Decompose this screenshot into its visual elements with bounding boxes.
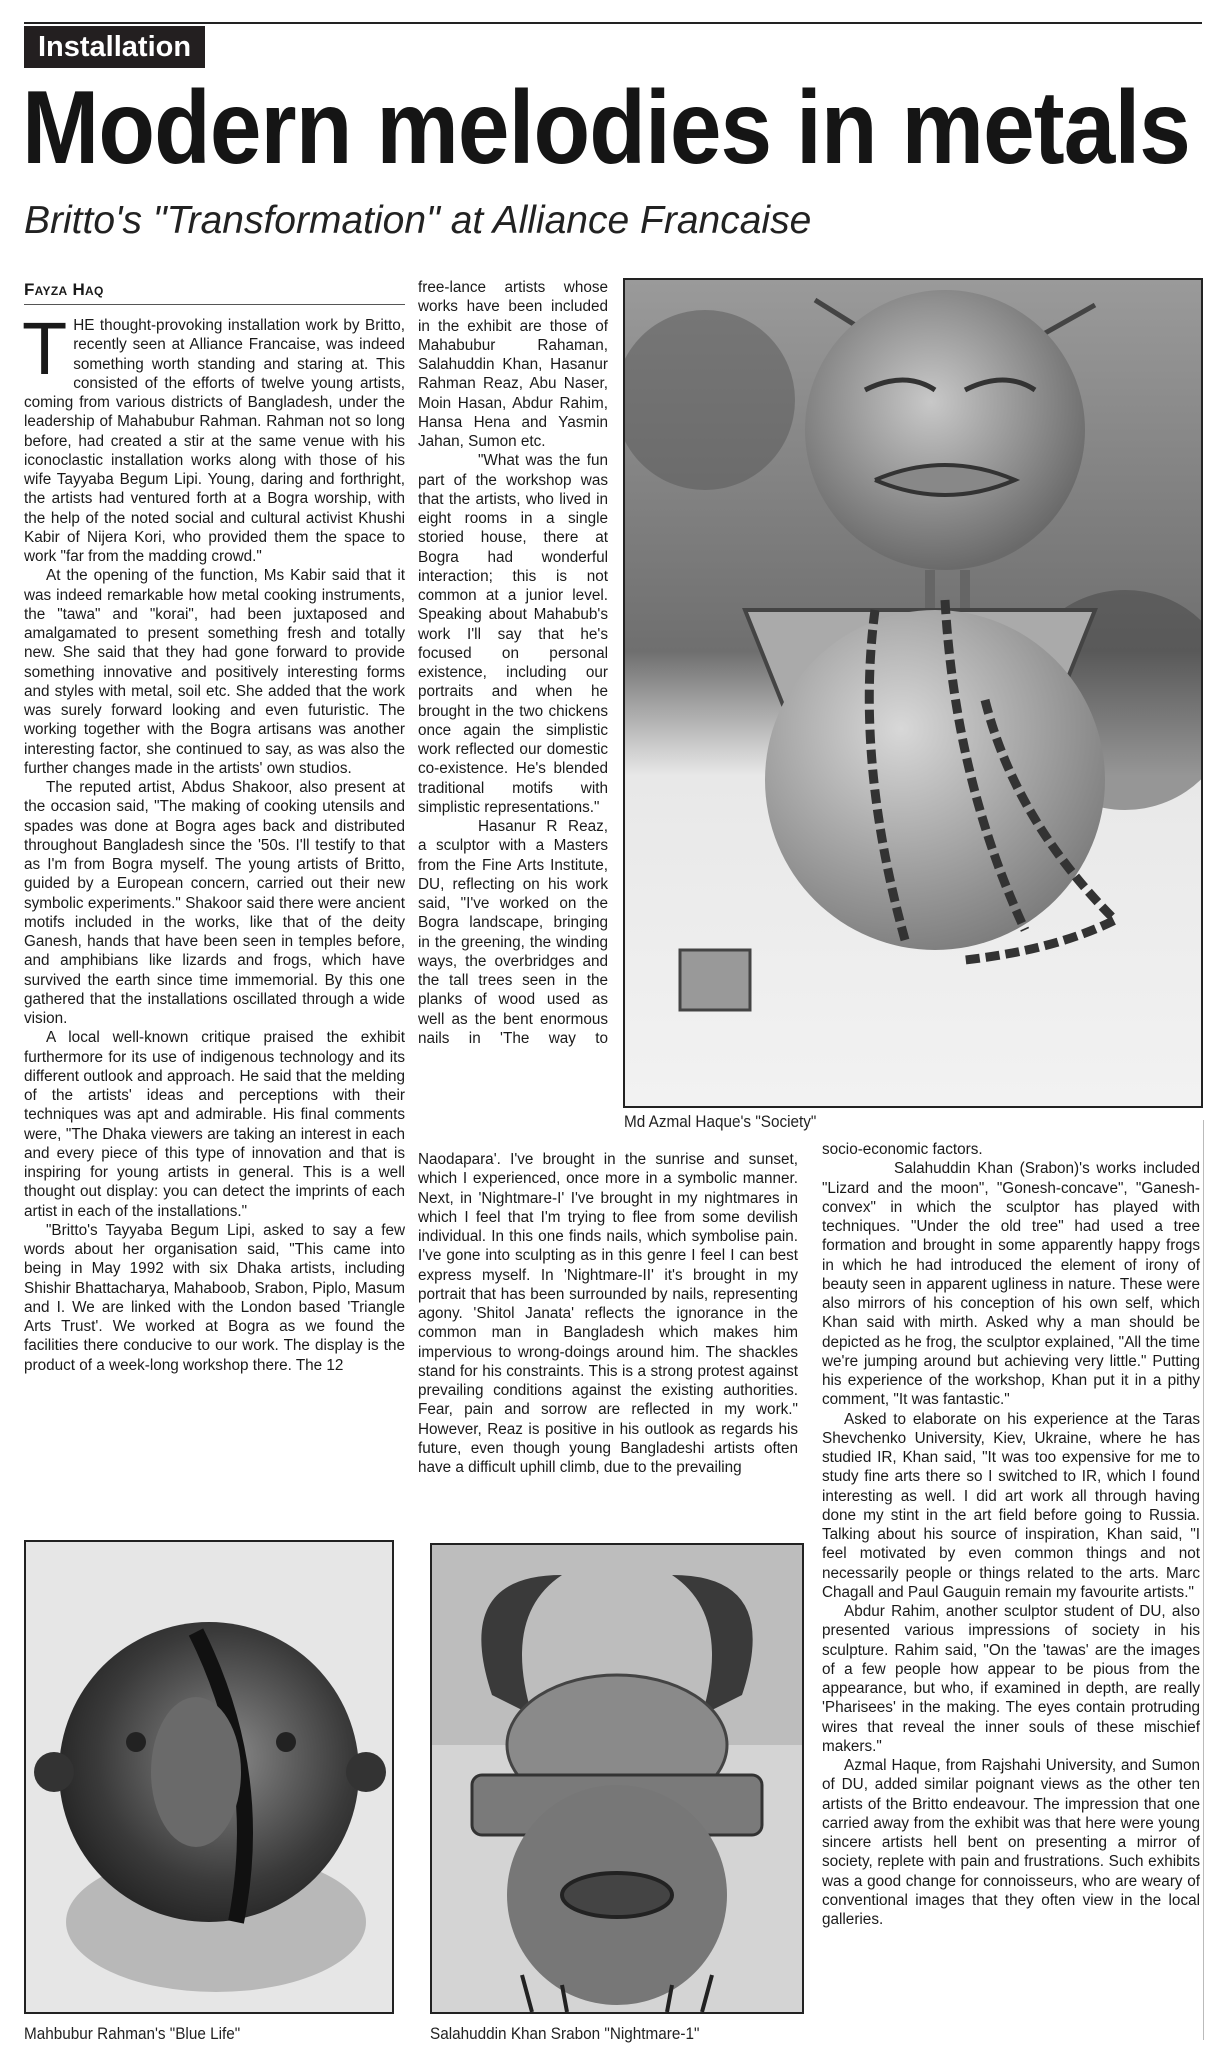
photo-caption-blue-life: Mahbubur Rahman's "Blue Life" (24, 2024, 241, 2043)
paragraph: Hasanur R Reaz, a sculptor with a Masters from the Fine Arts Institute, DU, reflecting on his work said, "I've worked on the Bogra landscape, bringing in the greening, the winding ways, the overbridges and the tall trees seen in the planks of wood used as well as the bent enormous nails in 'The way to (418, 818, 608, 1047)
paragraph: free-lance artists whose works have been included in the exhibit are those of Mahabubur Rahaman, Salahuddin Khan, Hasanur Rahman Reaz, Abu Naser, Moin Hasan, Abdur Rahim, Hansa Hena and Yasmin Jahan, Sumon etc. (418, 279, 608, 450)
paragraph: Salahuddin Khan (Srabon)'s works included "Lizard and the moon", "Gonesh-concave", "Ganesh-convex" in which the sculptor has played with techniques. "Under the old tree" had used a tree formation and brought in some apparently happy frogs in which he had introduced the element of irony of beauty seen in apparent ugliness in nature. These were also mirrors of his conception of his own self, which Khan said with mirth. Asked why a man should be depicted as he frog, the sculptor explained, "All the time we're jumping around but achieving very little." Putting his experience of the workshop, Khan put it in a pithy comment, "It was fantastic." (822, 1160, 1200, 1409)
top-rule (24, 22, 1202, 24)
paragraph: Abdur Rahim, another sculptor student of DU, also presented various impressions of society in his sculpture. Rahim said, "On the 'tawas' are the images of a few people how appear to be pious from the appearance, but who, if examined in depth, are really 'Pharisees' in the making. The eyes contain protruding wires that reveal the inner souls of these mischief makers." (822, 1603, 1200, 1755)
paragraph: The reputed artist, Abdus Shakoor, also present at the occasion said, "The making of cooking utensils and spades was done at Bogra ages back and distributed throughout Bangladesh since the '50s. I'll testify to that as I'm from Bogra myself. The young artists of Britto, guided by a European concern, carried out their new symbolic experiments." Shakoor said there were ancient motifs included in the works, like that of the deity Ganesh, hands that have been seen in temples before, and amphibians like lizards and frogs, which have survived the earth since time immemorial. By this one gathered that the installations oscillated through a wide vision. (24, 779, 405, 1027)
article-column-2-wide (418, 1150, 798, 1477)
paragraph: "Britto's Tayyaba Begum Lipi, asked to say a few words about her organisation said, "This came into being in May 1992 with six Dhaka artists, including Shishir Bhattacharya, Mahaboob, Srabon, Piplo, Masum and I. We are linked with the London based 'Triangle Arts Trust'. We worked at Bogra as we found the facilities there conducive to our work. The display is the product of a week-long workshop there. The 12 (24, 1221, 405, 1374)
sculpture-society-image (625, 280, 1201, 1106)
sculpture-nightmare-image (432, 1545, 802, 2012)
headline: Modern melodies in metals (22, 70, 1190, 186)
page-edge-rule (1203, 1120, 1204, 2040)
subtitle: Britto's "Transformation" at Alliance Francaise (24, 199, 812, 242)
drop-cap: T (22, 307, 68, 390)
photo-caption-society: Md Azmal Haque's "Society" (624, 1112, 817, 1131)
article-column-3 (822, 1140, 1200, 1929)
paragraph: Azmal Haque, from Rajshahi University, and Sumon of DU, added similar poignant views as the other ten artists of the Britto endeavour. The impression that one carried away from the exhibit was that here were young sincere artists hell bent on presenting a mirror of society, replete with pain and frustrations. Such exhibits was a good change for connoisseurs, who are weary of conventional images that they often view in the local galleries. (822, 1757, 1200, 1928)
article-column-1 (22, 307, 405, 1375)
paragraph-text: HE thought-provoking installation work by Britto, recently seen at Alliance Francaise, was indeed something worth standing and staring at. This consisted of the efforts of twelve young artists, coming from various districts of Bangladesh, under the leadership of Mahabubur Rahman. Rahman not so long before, had created a stir at the same venue with his iconoclastic installation works along with those of his wife Tayyaba Begum Lipi. Young, daring and forthright, the artists had ventured forth at a Bogra worship, with the help of the noted social and cultural activist Khushi Kabir of Nijera Kori, who provided them the space to work "far from the madding crowd." (24, 317, 405, 565)
paragraph: "What was the fun part of the workshop was that the artists, who lived in eight rooms in a single storied house, there at Bogra had wonderful interaction; this is not common at a junior level. Speaking about Mahabub's work I'll say that he's focused on personal existence, including our portraits and when he brought in the two chickens once again the simplistic work reflected our domestic co-existence. He's blended traditional motifs with simplistic representations." (418, 452, 608, 816)
photo-nightmare (430, 1543, 804, 2014)
paragraph: A local well-known critique praised the exhibit furthermore for its use of indigenous technology and its different outlook and approach. He said that the melding of the artists' ideas and perceptions with their techniques was apt and admirable. His final comments were, "The Dhaka viewers are taking an interest in each and every piece of this type of innovation and that is inspiring for young artists in general. This is a well thought out display: you can detect the imprints of each artist in each of the installations." (24, 1029, 405, 1220)
photo-blue-life (24, 1540, 394, 2014)
paragraph: socio-economic factors. (822, 1141, 983, 1158)
byline-rule (24, 304, 405, 305)
article-column-2-narrow (418, 278, 608, 1048)
paragraph (22, 307, 405, 566)
paragraph: Asked to elaborate on his experience at the Taras Shevchenko University, Kiev, Ukraine, where he has studied IR, Khan said, "It was too expensive for me to study fine arts there so I switched to IR, which I found interesting as well. I did art work all through having done my stint in the art field before going to Russia. Talking about his source of inspiration, Khan said, "I feel motivated by even common things and not necessarily people or things related to the arts. Marc Chagall and Paul Gauguin remain my favourite artists." (822, 1410, 1200, 1601)
paragraph: At the opening of the function, Ms Kabir said that it was indeed remarkable how metal cooking instruments, the "tawa" and "korai", had been juxtaposed and amalgamated to present something fresh and totally new. She said that they had gone forward to provide something innovative and positively interesting forms and styles with metal, soil etc. She added that the work was surely forward looking and even futuristic. The working together with the Bogra artisans was another interesting factor, she continued to say, as was also the further changes made in the artists' own studios. (24, 567, 405, 777)
paragraph: Naodapara'. I've brought in the sunrise and sunset, which I experienced, once more in a symbolic manner. Next, in 'Nightmare-I' I've brought in my nightmares in which I feel that I'm trying to flee from some devilish individual. In this one finds nails, which symbolise pain. I've gone into sculpting as in this genre I feel I can best express myself. In 'Nightmare-II' it's brought in my portrait that has been surrounded by nails, representing agony. 'Shitol Janata' reflects the ignorance in the common man in Bangladesh which makes him impervious to wrong-doings around him. The shackles stand for his constraints. This is a strong protest against prevailing conditions against the existing authorities. Fear, pain and sorrow are reflected in my work." However, Reaz is positive in his outlook as regards his future, even though young Bangladeshi artists often have a difficult uphill climb, due to the prevailing (418, 1151, 798, 1476)
byline: Fayza Haq (24, 280, 104, 299)
photo-caption-nightmare: Salahuddin Khan Srabon "Nightmare-1" (430, 2024, 700, 2043)
sculpture-blue-life-image (26, 1542, 392, 2012)
section-tag: Installation (24, 26, 205, 68)
photo-society (623, 278, 1203, 1108)
